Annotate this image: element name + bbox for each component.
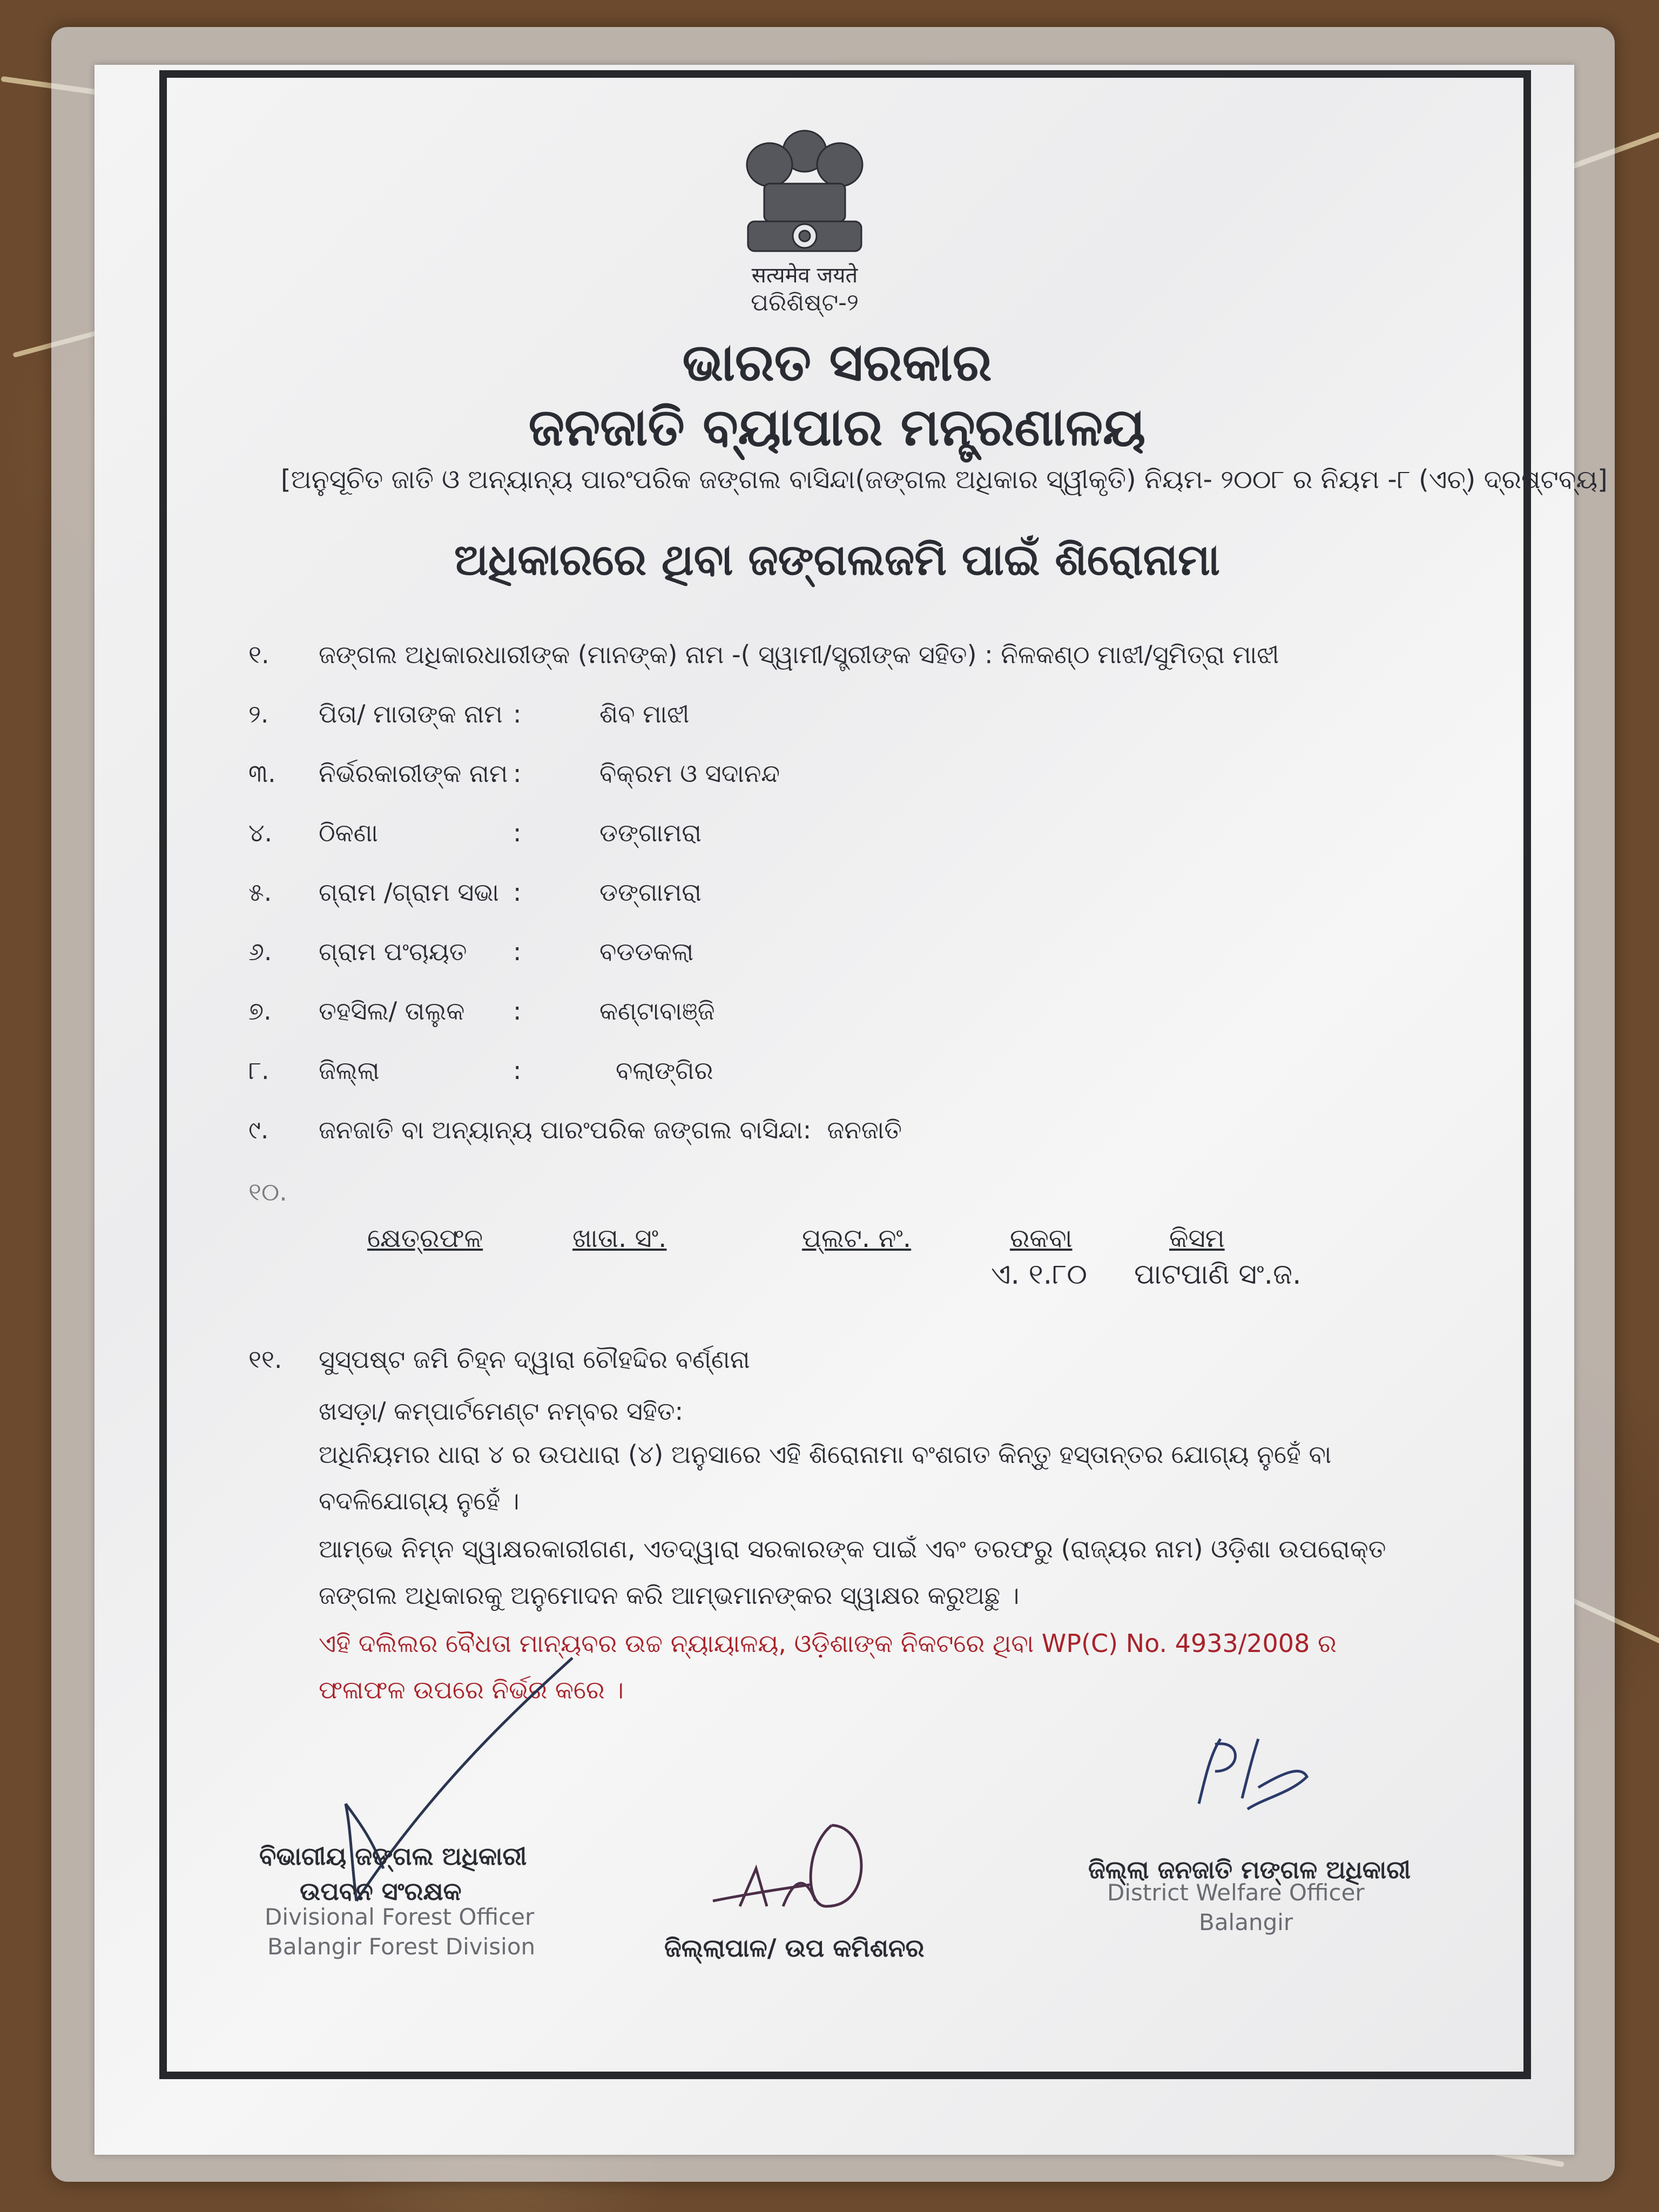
field-label: ଜଙ୍ଗଲ ଅଧିକାରଧାରୀଙ୍କ (ମାନଙ୍କ) ନାମ -( ସ୍ୱାମୀ/ସ୍ତ୍ରୀଙ୍କ ସହିତ) : ନିଳକଣ୍ଠ ମାଝୀ/ସୁମିତ୍ରା ମାଝୀ bbox=[319, 640, 1279, 669]
field-label: ଜନଜାତି ବା ଅନ୍ୟାନ୍ୟ ପାରଂପରିକ ଜଙ୍ଗଲ ବାସିନ୍ଦା: ଜନଜାତି bbox=[319, 1115, 902, 1144]
field-colon: : bbox=[513, 759, 522, 788]
field-number: ୧. bbox=[248, 640, 269, 669]
field-number: ୨. bbox=[248, 699, 269, 729]
field-number: ୧୦. bbox=[248, 1177, 287, 1206]
field-number: ୫. bbox=[248, 878, 272, 907]
field-number: ୮. bbox=[248, 1056, 269, 1085]
table-header-kisam: କିସମ bbox=[1169, 1223, 1225, 1253]
signatory-right-title: ଜିଲ୍ଲା ଜନଜାତି ମଙ୍ଗଳ ଅଧିକାରୀ bbox=[1088, 1855, 1411, 1884]
field-number: ୧୧. bbox=[248, 1345, 282, 1374]
national-emblem-icon bbox=[726, 124, 883, 275]
field-label: ଗ୍ରାମ ପଂଚାୟତ bbox=[319, 937, 467, 966]
field-colon: : bbox=[513, 1056, 522, 1085]
emblem-motto: सत्यमेव जयते bbox=[751, 263, 858, 288]
table-header-rakba: ରକବା bbox=[1010, 1223, 1073, 1253]
field-colon: : bbox=[513, 937, 522, 966]
signatory-right-en-title: District Welfare Officer bbox=[1107, 1879, 1365, 1906]
paragraph-heritable: ଅଧିନିୟମର ଧାରା ୪ ର ଉପଧାରା (୪) ଅନୁସାରେ ଏହି ଶିରୋନାମା ବଂଶଗତ କିନ୍ତୁ ହସ୍ତାନ୍ତର ଯୋଗ୍ୟ ନୁହେଁ ବା ବଦଳିଯୋଗ୍ୟ ନୁହେଁ । bbox=[319, 1440, 1332, 1515]
field-number: ୭. bbox=[248, 996, 272, 1026]
government-title: ଭାରତ ସରକାର bbox=[682, 332, 992, 393]
field-value: ଡଙ୍ଗାମରା bbox=[599, 878, 702, 907]
field-value: ଶିବ ମାଝୀ bbox=[599, 699, 690, 729]
rule-reference: [ଅନୁସୂଚିତ ଜାତି ଓ ଅନ୍ୟାନ୍ୟ ପାରଂପରିକ ଜଙ୍ଗଲ ବାସିନ୍ଦା(ଜଙ୍ଗଲ ଅଧିକାର ସ୍ୱୀକୃତି) ନିୟମ- ୨୦୦୮ ର ନିୟମ -୮ (ଏଚ୍) ଦ୍ରଷ୍ଟବ୍ୟ] bbox=[281, 464, 1608, 495]
signatory-left-title: ବିଭାଗୀୟ ଜଙ୍ଗଲ ଅଧିକାରୀ bbox=[259, 1842, 527, 1871]
table-header-khata: ଖାତା. ସଂ. bbox=[572, 1223, 667, 1253]
appendix-label: ପରିଶିଷ୍ଟ-୨ bbox=[751, 289, 859, 316]
signatory-left-en-division: Balangir Forest Division bbox=[267, 1933, 536, 1960]
field-colon: : bbox=[513, 878, 522, 907]
ministry-title: ଜନଜାତି ବ୍ୟାପାର ମନ୍ତ୍ରଣାଳୟ bbox=[528, 397, 1146, 457]
signatory-right-en-place: Balangir bbox=[1199, 1909, 1293, 1936]
paragraph-approval: ଆମ୍ଭେ ନିମ୍ନ ସ୍ୱାକ୍ଷରକାରୀଗଣ, ଏତଦ୍ୱାରା ସରକାରଙ୍କ ପାଇଁ ଏବଂ ତରଫରୁ (ରାଜ୍ୟର ନାମ) ଓଡ଼ିଶା ଉପରୋକ୍ତ ଜଙ୍ଗଲ ଅଧିକାରକୁ ଅନୁମୋଦନ କରି ଆମ୍ଭମାନଙ୍କର ସ୍ୱାକ୍ଷର କରୁଅଛୁ । bbox=[319, 1534, 1386, 1610]
field-label: ପିତା/ ମାତାଙ୍କ ନାମ bbox=[319, 699, 503, 729]
paragraph-validity-note: ଏହି ଦଲିଲର ବୈଧତା ମାନ୍ୟବର ଉଚ୍ଚ ନ୍ୟାୟାଳୟ, ଓଡ଼ିଶାଙ୍କ ନିକଟରେ ଥିବା WP(C) No. 4933/2008 ର ଫଳାଫଳ ଉପରେ ନିର୍ଭର କରେ । bbox=[319, 1629, 1337, 1704]
field-number: ୩. bbox=[248, 759, 276, 788]
field-value: ବିକ୍ରମ ଓ ସଦାନନ୍ଦ bbox=[599, 759, 780, 788]
table-cell-kisam: ପାଟପାଣି ସଂ.ଜ. bbox=[1134, 1258, 1301, 1291]
field-label: ଠିକଣା bbox=[319, 818, 378, 847]
compartment-line: ଖସଡ଼ା/ କମ୍ପାର୍ଟମେଣ୍ଟ ନମ୍ବର ସହିତ: bbox=[319, 1397, 684, 1426]
signatory-center-title: ଜିଲ୍ଲାପାଳ/ ଉପ କମିଶନର bbox=[664, 1933, 925, 1963]
field-label: ଗ୍ରାମ /ଗ୍ରାମ ସଭା bbox=[319, 878, 500, 907]
signature-center bbox=[707, 1815, 880, 1923]
field-number: ୯. bbox=[248, 1115, 269, 1144]
field-colon: : bbox=[513, 699, 522, 729]
field-colon: : bbox=[513, 818, 522, 847]
field-value: ବଲାଙ୍ଗିର bbox=[616, 1056, 713, 1085]
signatory-left-en-title: Divisional Forest Officer bbox=[265, 1904, 535, 1930]
field-value: ଜନଜାତି bbox=[827, 1115, 902, 1144]
field-value: ବଡଡକଲା bbox=[599, 937, 694, 966]
field-number: ୪. bbox=[248, 818, 273, 847]
signatory-left-subtitle: ଉପବନ ସଂରକ୍ଷକ bbox=[300, 1877, 462, 1906]
field-colon: : bbox=[513, 996, 522, 1026]
field-label: ନିର୍ଭରକାରୀଙ୍କ ନାମ bbox=[319, 759, 508, 788]
table-header-plot: ପ୍ଲଟ. ନଂ. bbox=[802, 1223, 912, 1253]
document-title: ଅଧିକାରରେ ଥିବା ଜଙ୍ଗଲଜମି ପାଇଁ ଶିରୋନାମା bbox=[454, 535, 1220, 585]
signature-left bbox=[335, 1653, 605, 1912]
field-label: ସୁସ୍ପଷ୍ଟ ଜମି ଚିହ୍ନ ଦ୍ୱାରା ଚୌହଦ୍ଦିର ବର୍ଣ୍ଣନା bbox=[319, 1345, 750, 1374]
field-label: ତହସିଲ/ ତାଲୁକ bbox=[319, 996, 465, 1026]
field-value: ନିଳକଣ୍ଠ ମାଝୀ/ସୁମିତ୍ରା ମାଝୀ bbox=[1001, 640, 1279, 669]
field-label: ଜିଲ୍ଲା bbox=[319, 1056, 380, 1085]
field-number: ୬. bbox=[248, 937, 272, 966]
signature-right bbox=[1183, 1734, 1312, 1815]
table-cell-rakba: ଏ. ୧.୮୦ bbox=[991, 1258, 1088, 1291]
field-value: ଡଙ୍ଗାମରା bbox=[599, 818, 702, 847]
table-header-area: କ୍ଷେତ୍ରଫଳ bbox=[367, 1223, 483, 1253]
field-value: କଣ୍ଟାବାଞ୍ଜି bbox=[599, 996, 715, 1026]
